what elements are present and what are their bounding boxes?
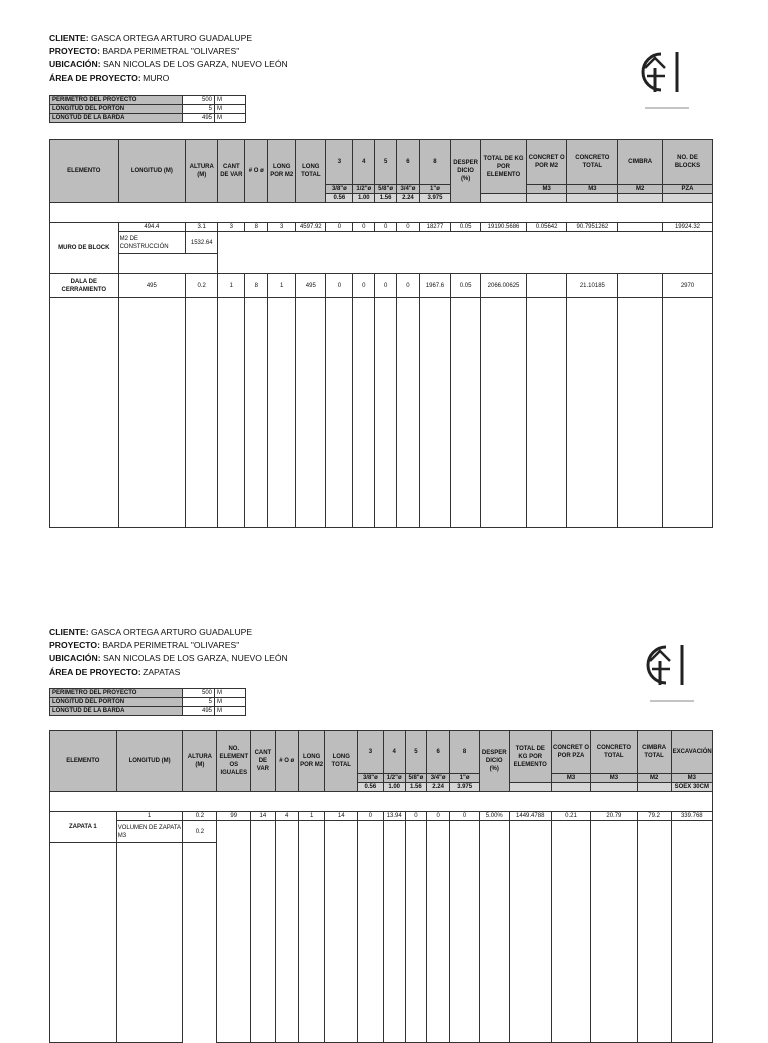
col-header-elemento: ELEMENTO: [50, 140, 119, 203]
col-header-desperdicio: DESPER DICIO (%): [479, 731, 509, 792]
proyecto-value: BARDA PERIMETRAL "OLIVARES": [102, 46, 240, 57]
element-muro-de-block: MURO DE BLOCK: [50, 223, 119, 274]
col-header-5: 5: [375, 140, 397, 185]
summary-row: PERIMETRO DEL PROYECTO 500 M: [50, 96, 246, 105]
col-header-longpor: LONG POR M2: [268, 140, 296, 203]
ubicacion-value: SAN NICOLAS DE LOS GARZA, NUEVO LEÓN: [102, 59, 288, 70]
summary-row: LONGITUD DEL PORTON 5 M: [50, 698, 246, 707]
col-header-elemento: ELEMENTO: [50, 731, 117, 792]
summary-row: PERIMETRO DEL PROYECTO 500 M: [50, 689, 246, 698]
col-header-3: 3: [358, 731, 383, 774]
materials-table-zapatas: ELEMENTO LONGITUD (M) ALTURA (M) NO. ELEMENT OS IGUALES CANT DE VAR # O ø LONG POR M2 LONG TOTAL 3 4 5 6 8 DESPER DICIO (%) TOTAL DE KG POR ELEMENTO CONCRET O POR PZA CONCRETO TOTAL CIMBRA TOTAL EXCAVACIÓN 3/8"ø 1/2"ø 5/8"ø 3/4"ø 1"ø M3 M3 M2 M3 0.56 1.00 1.56 2.24 3.975 SOEX 30CM ZAPATA 1 1 0.2 99 14 4 1 14 0 13.94 0 0 0 5.00% 1449.4788 0.21 20.79 79.2 339.768 VOLUMEN DE ZAPATA M3 0.2: [49, 730, 713, 1043]
col-header-excavacion: EXCAVACIÓN: [671, 731, 712, 774]
col-header-8: 8: [450, 731, 480, 774]
col-header-3: 3: [326, 140, 353, 185]
col-header-cimbra: CIMBRA: [618, 140, 663, 185]
col-header-totalkg: TOTAL DE KG POR ELEMENTO: [481, 140, 527, 194]
col-header-altura: ALTURA (M): [183, 731, 217, 792]
summary-row: LONGITUD DEL PORTON 5 M: [50, 105, 246, 114]
cliente-label: CLIENTE:: [49, 33, 89, 43]
project-header: CLIENTE: GASCA ORTEGA ARTURO GUADALUPE PROYECTO: BARDA PERIMETRAL "OLIVARES" UBICACIÓN: SAN NICOLAS DE LOS GARZA, NUEVO LEÓN ÁREA DE PROYECTO: ZAPATAS: [49, 627, 288, 677]
col-header-no-elementos: NO. ELEMENT OS IGUALES: [217, 731, 251, 792]
col-header-5: 5: [405, 731, 426, 774]
col-header-totalkg: TOTAL DE KG POR ELEMENTO: [509, 731, 551, 783]
col-header-cant: CANT DE VAR: [218, 140, 245, 203]
table-row-dala: DALA DE CERRAMIENTO 495 0.2 1 8 1 495 0 0 0 0 1967.6 0.05 2066.00625 21.10185 2970: [50, 274, 713, 298]
table-row-spacer: [50, 792, 713, 812]
col-header-cimbra: CIMBRA TOTAL: [637, 731, 671, 774]
col-header-6: 6: [426, 731, 449, 774]
table-row-muro: MURO DE BLOCK 494.4 3.1 3 8 3 4597.92 0 0 0 0 18277 0.05 19190.5686 0.05642 90.7951262 19924.32: [50, 223, 713, 232]
col-header-4: 4: [383, 731, 405, 774]
col-header-concreto-por: CONCRET O POR M2: [526, 140, 567, 185]
col-header-concreto-por: CONCRET O POR PZA: [551, 731, 590, 774]
col-header-6: 6: [397, 140, 420, 185]
summary-table: [49, 688, 246, 716]
area-value: MURO: [143, 72, 170, 83]
element-zapata-1: ZAPATA 1: [50, 812, 117, 843]
col-header-blocks: NO. DE BLOCKS: [662, 140, 712, 185]
col-header-4: 4: [353, 140, 375, 185]
summary-row: LONGTUD DE LA BARDA 495 M: [50, 114, 246, 123]
area-label: ÁREA DE PROYECTO:: [49, 72, 141, 83]
proyecto-label: PROYECTO:: [49, 46, 100, 57]
col-header-longpor: LONG POR M2: [298, 731, 324, 792]
ubicacion-label: UBICACIÓN:: [49, 59, 101, 70]
col-header-num: # O ø: [275, 731, 298, 792]
table-row-zapata: ZAPATA 1 1 0.2 99 14 4 1 14 0 13.94 0 0 0 5.00% 1449.4788 0.21 20.79 79.2 339.768: [50, 812, 713, 821]
col-header-longtotal: LONG TOTAL: [296, 140, 326, 203]
col-header-longitud: LONGITUD (M): [116, 731, 183, 792]
col-header-concreto-total: CONCRETO TOTAL: [567, 140, 618, 185]
table-row-volumen: VOLUMEN DE ZAPATA M3 0.2: [50, 821, 713, 843]
col-header-altura: ALTURA (M): [186, 140, 218, 203]
col-header-8: 8: [419, 140, 450, 185]
table-row-m2: M2 DE CONSTRUCCIÓN 1532.64: [50, 232, 713, 254]
company-logo-icon: [636, 625, 706, 705]
cliente-value: GASCA ORTEGA ARTURO GUADALUPE: [91, 33, 253, 43]
col-header-num: # O ø: [245, 140, 268, 203]
materials-table-muro: ELEMENTO LONGITUD (M) ALTURA (M) CANT DE VAR # O ø LONG POR M2 LONG TOTAL 3 4 5 6 8 DESPER DICIO (%) TOTAL DE KG POR ELEMENTO CONCRET O POR M2 CONCRETO TOTAL CIMBRA NO. DE BLOCKS 3/8"ø 1/2"ø 5/8"ø 3/4"ø 1"ø M3 M3 M2 PZA 0.56 1.00 1.56 2.24 3.975 MURO DE BLOCK 494.4 3.1 3 8 3 4597.92 0 0 0 0 18277 0.05 19190.5686 0.05642 90.7951262 19924.32 M2 DE CONSTRUCCIÓN 1532.64 DALA DE CERRAMIENTO 495 0.2 1 8 1 495 0 0 0 0 1967.6 0.05 2066.00625 21.10185 2970: [49, 139, 713, 528]
col-header-cant: CANT DE VAR: [251, 731, 275, 792]
col-header-concreto-total: CONCRETO TOTAL: [591, 731, 638, 774]
col-header-longtotal: LONG TOTAL: [325, 731, 358, 792]
element-dala-de-cerramiento: DALA DE CERRAMIENTO: [50, 274, 119, 298]
col-header-desperdicio: DESPER DICIO (%): [451, 140, 481, 203]
summary-row: LONGTUD DE LA BARDA 495 M: [50, 707, 246, 716]
col-header-longitud: LONGITUD (M): [118, 140, 186, 203]
